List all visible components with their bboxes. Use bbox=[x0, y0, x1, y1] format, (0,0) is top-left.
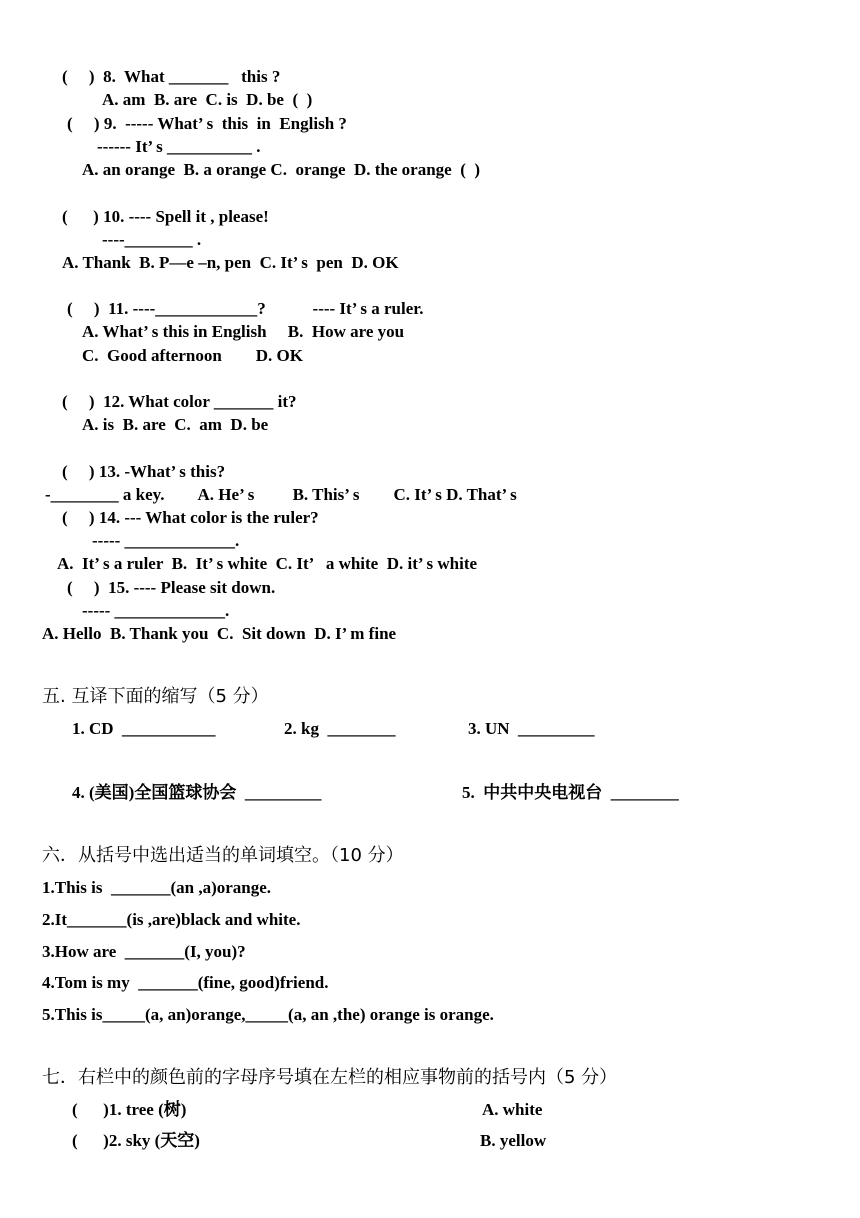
section6-item-1: 1.This is _______(an ,a)orange. bbox=[42, 878, 272, 897]
q13-options: -________ a key. A. He’ s B. This’ s C. It’ s D. That’ s bbox=[45, 485, 517, 504]
q9-answer-line: ------ It’ s __________ . bbox=[97, 137, 261, 156]
section6-title: 六．从括号中选出适当的单词填空。（10 分） bbox=[42, 845, 404, 866]
section5-item-1: 1. CD ___________ bbox=[72, 719, 216, 738]
section7-left-2: ( )2. sky (天空) bbox=[72, 1131, 200, 1150]
q14-answer-line: ----- _____________. bbox=[92, 531, 240, 550]
section5-item-4: 4. (美国)全国篮球协会 _________ bbox=[72, 783, 322, 802]
q10-answer-line: ----________ . bbox=[102, 230, 202, 249]
q15-options: A. Hello B. Thank you C. Sit down D. I’ m fine bbox=[42, 624, 397, 643]
section6-item-5: 5.This is_____(a, an)orange,_____(a, an ,the) orange is orange. bbox=[42, 1005, 494, 1024]
q14-stem: ( ) 14. --- What color is the ruler? bbox=[62, 508, 319, 527]
section5-item-3: 3. UN _________ bbox=[468, 719, 595, 738]
q9-options: A. an orange B. a orange C. orange D. the orange ( ) bbox=[82, 160, 481, 179]
q8-options: A. am B. are C. is D. be ( ) bbox=[102, 90, 313, 109]
section7-right-1: A. white bbox=[482, 1100, 543, 1119]
section7-title: 七．右栏中的颜色前的字母序号填在左栏的相应事物前的括号内（5 分） bbox=[42, 1067, 618, 1088]
q11-options-cd: C. Good afternoon D. OK bbox=[82, 346, 303, 365]
q8-stem: ( ) 8. What _______ this ? bbox=[62, 67, 281, 86]
q9-stem: ( ) 9. ----- What’ s this in English ? bbox=[67, 114, 347, 133]
q11-stem: ( ) 11. ----____________? ---- It’ s a ruler. bbox=[67, 299, 424, 318]
section6-item-4: 4.Tom is my _______(fine, good)friend. bbox=[42, 973, 329, 992]
section5-item-5: 5. 中共中央电视台 ________ bbox=[462, 783, 679, 802]
section6-item-2: 2.It_______(is ,are)black and white. bbox=[42, 910, 301, 929]
q10-options: A. Thank B. P—e –n, pen C. It’ s pen D. OK bbox=[62, 253, 399, 272]
section7-left-1: ( )1. tree (树) bbox=[72, 1100, 187, 1119]
section7-right-2: B. yellow bbox=[480, 1131, 547, 1150]
q12-stem: ( ) 12. What color _______ it? bbox=[62, 392, 297, 411]
q14-options: A. It’ s a ruler B. It’ s white C. It’ a white D. it’ s white bbox=[57, 554, 478, 573]
section5-title: 五. 互译下面的缩写（5 分） bbox=[42, 686, 269, 707]
q11-options-ab: A. What’ s this in English B. How are you bbox=[82, 322, 405, 341]
q15-stem: ( ) 15. ---- Please sit down. bbox=[67, 578, 276, 597]
section6-item-3: 3.How are _______(I, you)? bbox=[42, 942, 246, 961]
q10-stem: ( ) 10. ---- Spell it , please! bbox=[62, 207, 269, 226]
q13-stem: ( ) 13. -What’ s this? bbox=[62, 462, 226, 481]
q12-options: A. is B. are C. am D. be bbox=[82, 415, 269, 434]
q15-answer-line: ----- _____________. bbox=[82, 601, 230, 620]
section5-item-2: 2. kg ________ bbox=[284, 719, 396, 738]
